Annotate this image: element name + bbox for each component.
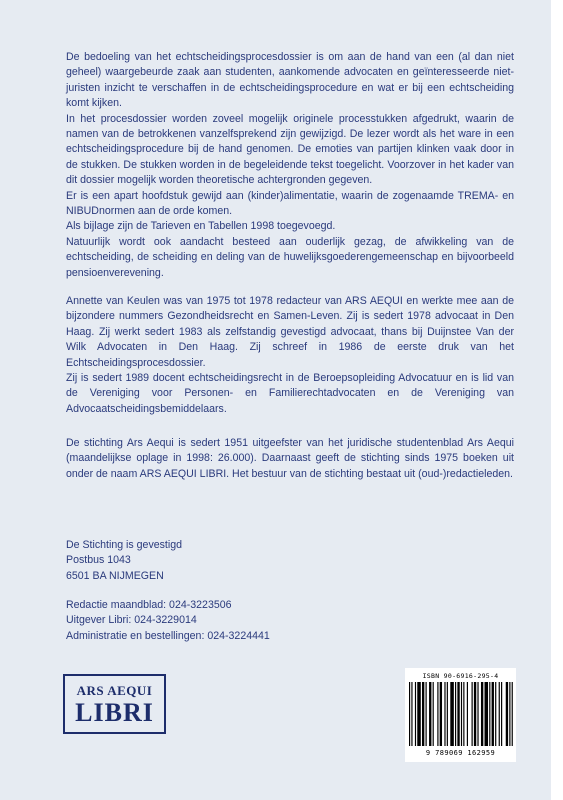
barcode-panel (405, 668, 516, 762)
barcode-icon (409, 682, 514, 746)
isbn-label: ISBN 90-6916-295-4 (422, 672, 499, 680)
intro-text (66, 50, 514, 281)
address-line-1: De Stichting is gevestigd (66, 539, 183, 551)
foundation-paragraph: De stichting Ars Aequi is sedert 1951 uitgeefster van het juridische studentenblad Ars Aequi (maandelijkse oplage in 1998: 26.000). Daarnaast geeft de stichting sinds 1975 boeken uit onder de naam ARS AEQUI LIBRI. Het bestuur van de stichting bestaat uit (oud-)redactieleden. (66, 437, 514, 480)
intro-paragraph-5: Natuurlijk wordt ook aandacht besteed aan ouderlijk gezag, de afwikkeling van de echtscheiding, de scheiding en deling van de huwelijksgoederengemeenschap en bijvoorbeeld pensioenverevening. (66, 235, 514, 279)
address-block (66, 538, 366, 584)
address-line-2: Postbus 1043 (66, 554, 131, 567)
contact-line-editorial: Redactie maandblad: 024-3223506 (66, 599, 232, 611)
intro-paragraph-1: De bedoeling van het echtscheidingsprocesdossier is om aan de hand van een (al dan niet geheel) waargebeurde zaak aan studenten, aankomende advocaten en geïnteresseerde niet-juristen inzicht te verschaffen in de echtscheidingsprocedure en wat er bij een echtscheiding komt kijken. (66, 51, 514, 110)
page-edge (551, 0, 563, 800)
author-bio (66, 294, 514, 417)
logo-line-1: ARS AEQUI (76, 683, 153, 698)
address-line-3: 6501 BA NIJMEGEN (66, 569, 164, 582)
foundation-text (66, 436, 514, 482)
logo-line-2: LIBRI (75, 698, 154, 727)
author-paragraph-2: Zij is sedert 1989 docent echtscheidingsrecht in de Beroepsopleiding Advocatuur en is lid van de Vereniging voor Personen- en Familierechtadvocaten en de Vereniging van Advocaatscheidingsbemiddelaars. (66, 372, 514, 415)
author-paragraph-1: Annette van Keulen was van 1975 tot 1978 redacteur van ARS AEQUI en werkte mee aan de bijzondere nummers Gezondheidsrecht en Samen-Leven. Zij is sedert 1978 advocaat in Den Haag. Zij werkt sedert 1983 als zelfstandig gevestigd advocaat, thans bij Duijnstee Van der Wilk Advocaten in Den Haag. Zij schreef in 1986 de eerste druk van het Echtscheidingsprocesdossier. (66, 295, 514, 369)
publisher-logo (63, 674, 166, 734)
intro-paragraph-4: Als bijlage zijn de Tarieven en Tabellen 1998 toegevoegd. (66, 220, 336, 233)
barcode-number: 9 789069 162959 (425, 749, 496, 757)
contact-line-publisher: Uitgever Libri: 024-3229014 (66, 614, 197, 627)
intro-paragraph-2: In het procesdossier worden zoveel mogelijk originele processtukken afgedrukt, waarin de namen van de betrokkenen vanzelfsprekend zijn gewijzigd. De lezer wordt als het ware in een echtscheidingsprocedure bij de hand genomen. De emoties van partijen klinken vaak door in de stukken. De stukken worden in de begeleidende tekst toegelicht. Voorzover in het kader van dit dossier mogelijk worden theoretische achtergronden gegeven. (66, 112, 514, 187)
intro-paragraph-3: Er is een apart hoofdstuk gewijd aan (kinder)alimentatie, waarin de zogenaamde TREMA- en NIBUDnormen aan de orde komen. (66, 189, 514, 218)
contacts-block (66, 598, 366, 644)
contact-line-orders: Administratie en bestellingen: 024-3224441 (66, 629, 270, 642)
